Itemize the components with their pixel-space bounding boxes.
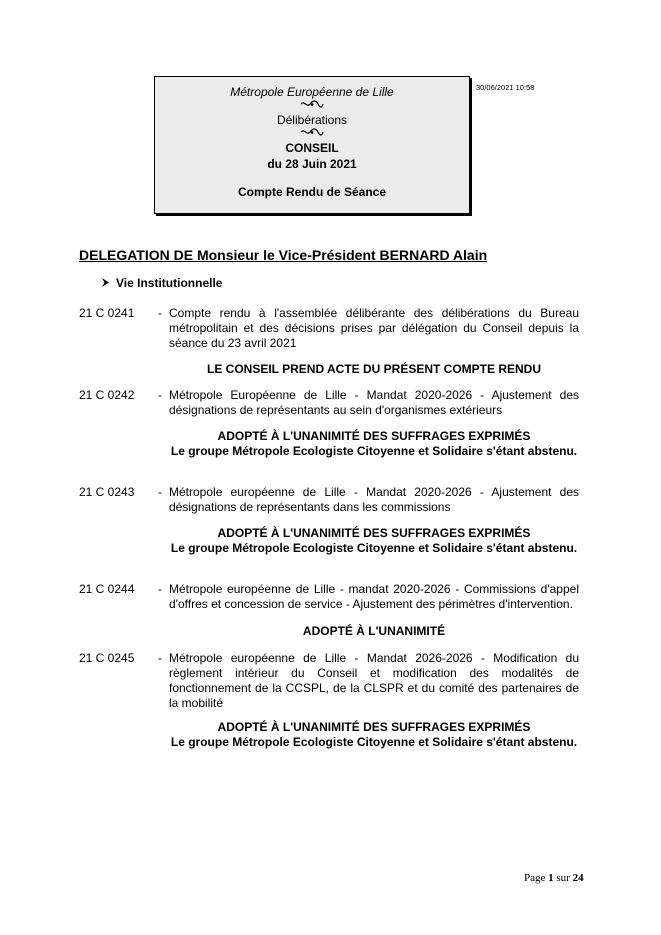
item-dash: - [158, 582, 162, 596]
item-code: 21 C 0241 [79, 306, 135, 320]
item-decision: ADOPTÉ À L'UNANIMITÉ [302, 624, 446, 638]
arrow-bullet-icon [101, 276, 110, 290]
item-text: Métropole Européenne de Lille - Mandat 2020-2026 - Ajustement des désignations de représentants au sein d'organismes extérieurs [169, 388, 579, 417]
header-box [154, 76, 470, 214]
item-decision: LE CONSEIL PREND ACTE DU PRÉSENT COMPTE RENDU [206, 362, 542, 376]
ornament-icon [155, 100, 469, 112]
ornament-icon [155, 128, 469, 140]
page-footer [524, 872, 584, 884]
item-code: 21 C 0245 [79, 651, 135, 665]
subsection-label: Vie Institutionnelle [116, 276, 223, 290]
item-code: 21 C 0243 [79, 485, 135, 499]
footer-total-pages: 24 [572, 872, 584, 884]
item-text: Métropole européenne de Lille - Mandat 2026-2026 - Modification du règlement intérieur du Conseil et modification des modalités de fonctionnement de la CCSPL, de la CLSPR et du comité des partenaires de la mobilité [169, 651, 579, 710]
footer-page-number: 1 [548, 872, 554, 884]
item-decision: ADOPTÉ À L'UNANIMITÉ DES SUFFRAGES EXPRIMÉS [217, 720, 531, 734]
subsection-heading [101, 276, 222, 290]
section-title: DELEGATION DE Monsieur le Vice-Président BERNARD Alain [79, 247, 488, 263]
item-text: Métropole européenne de Lille - Mandat 2020-2026 - Ajustement des désignations de représentants dans les commissions [169, 485, 579, 514]
item-dash: - [158, 388, 162, 402]
item-dash: - [158, 485, 162, 499]
item-decision: ADOPTÉ À L'UNANIMITÉ DES SUFFRAGES EXPRIMÉS [217, 429, 531, 443]
timestamp: 30/06/2021 10:58 [476, 83, 535, 92]
item-dash: - [158, 651, 162, 665]
item-code: 21 C 0244 [79, 582, 135, 596]
item-dash: - [158, 306, 162, 320]
header-doc-type: Délibérations [276, 113, 348, 127]
footer-page-word: Page [524, 872, 546, 884]
item-decision-note: Le groupe Métropole Ecologiste Citoyenne et Solidaire s'étant abstenu. [170, 735, 578, 749]
item-text: Compte rendu à l'assemblée délibérante des délibérations du Bureau métropolitain et des décisions prises par délégation du Conseil depuis la séance du 23 avril 2021 [169, 306, 579, 350]
item-text: Métropole européenne de Lille - mandat 2020-2026 - Commissions d'appel d'offres et concession de service - Ajustement des périmètres d'intervention. [169, 582, 579, 611]
item-decision-note: Le groupe Métropole Ecologiste Citoyenne et Solidaire s'étant abstenu. [170, 444, 578, 458]
footer-of-word: sur [556, 872, 570, 884]
item-decision: ADOPTÉ À L'UNANIMITÉ DES SUFFRAGES EXPRIMÉS [217, 526, 531, 540]
header-org: Métropole Européenne de Lille [230, 85, 394, 99]
header-date: du 28 Juin 2021 [267, 157, 357, 171]
item-decision-note: Le groupe Métropole Ecologiste Citoyenne et Solidaire s'étant abstenu. [170, 541, 578, 555]
item-code: 21 C 0242 [79, 388, 135, 402]
header-council: CONSEIL [285, 141, 339, 155]
header-report: Compte Rendu de Séance [237, 185, 387, 199]
